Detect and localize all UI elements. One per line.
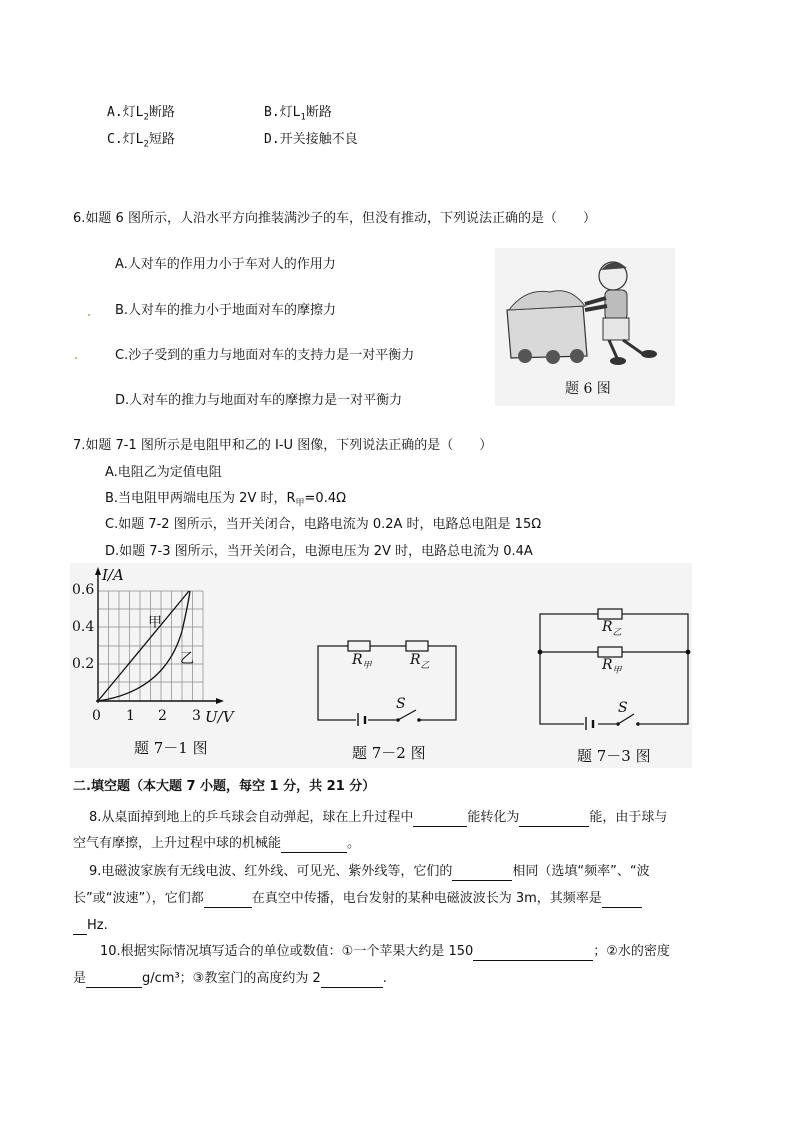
q7-option-b-sub: 甲 — [295, 498, 305, 509]
fig71-xtick-3: 3 — [192, 708, 201, 724]
fig71-ylabel: I/A — [102, 566, 124, 584]
q6-option-c: C.沙子受到的重力与地面对车的支持力是一对平衡力 — [115, 348, 415, 363]
q10-text-2: ；②水的密度 — [593, 944, 670, 959]
q10-blank-2 — [86, 973, 142, 988]
fig73-resistor-jia — [598, 647, 622, 657]
fig72-r1: R — [352, 652, 363, 668]
fig71-series-yi-label: 乙 — [180, 651, 194, 667]
fig71-ytick-06: 0.6 — [72, 582, 95, 598]
q7-option-b-pre: B.当电阻甲两端电压为 2V 时，R — [105, 491, 296, 506]
q7-option-b-post: =0.4Ω — [304, 491, 347, 506]
q9-line2 — [73, 890, 642, 908]
q9-line3 — [73, 917, 108, 935]
fig72-circuit — [312, 636, 462, 726]
q7-option-b — [105, 490, 346, 513]
q9-text-2: 相同（选填“频率”、“波 — [512, 864, 650, 879]
q10-blank-3 — [321, 973, 383, 988]
q8-blank-2 — [519, 812, 589, 827]
q7-option-c: C.如题 7-2 图所示，当开关闭合，电路电流为 0.2A 时，电路总电阻是 15Ω — [105, 517, 542, 532]
q9-blank-2 — [204, 893, 252, 908]
q9-blank-3 — [602, 893, 642, 908]
fig71-series-jia-label: 甲 — [148, 615, 162, 631]
fig71-xlabel: U/V — [205, 708, 234, 726]
fig72-r2-label — [410, 652, 430, 671]
q5-option-c — [107, 131, 175, 154]
q5-option-b — [264, 104, 332, 127]
fig73-resistor-yi — [598, 609, 622, 619]
q5-option-d-text: D.开关接触不良 — [264, 132, 358, 147]
q6-option-b: B.人对车的推力小于地面对车的摩擦力 — [115, 303, 337, 318]
q8-blank-3 — [281, 838, 347, 853]
q6-figure — [495, 248, 675, 406]
fig73-node-right — [686, 650, 691, 655]
q9-text-1: 9.电磁波家族有无线电波、红外线、可见光、紫外线等，它们的 — [89, 864, 453, 879]
q7-stem: 7.如题 7-1 图所示是电阻甲和乙的 I-U 图像，下列说法正确的是（ ） — [73, 438, 493, 453]
q9-line1 — [89, 863, 650, 881]
q5-option-d — [264, 131, 358, 149]
q5-option-b-suffix: 断路 — [305, 105, 332, 120]
q10-text-3: 是 — [73, 971, 87, 986]
q8-blank-1 — [413, 812, 467, 827]
q8-text-3: 能，由于球与 — [589, 810, 668, 825]
fig72-r1-label — [352, 652, 372, 671]
q9-blank-1 — [452, 866, 512, 881]
fig73-r1: R — [602, 619, 613, 635]
fig73-caption: 题 7－3 图 — [577, 747, 651, 765]
q5-option-a-suffix: 断路 — [148, 105, 175, 120]
fig72-resistor-yi — [406, 641, 428, 651]
q5-option-a-text: A.灯L — [107, 105, 144, 120]
fig73-r2-sub: 甲 — [612, 665, 622, 676]
q5-option-a — [107, 104, 175, 127]
q5-option-b-text: B.灯L — [264, 105, 301, 120]
fig73-switch-label: S — [618, 700, 628, 716]
q9-text-5: Hz. — [87, 918, 108, 933]
q10-text-5: . — [382, 971, 387, 986]
fig73-r2: R — [602, 657, 613, 673]
q10-blank-1 — [473, 946, 593, 961]
fig71-ytick-04: 0.4 — [72, 619, 95, 635]
q8-text-2: 能转化为 — [467, 810, 520, 825]
decorative-dot — [75, 357, 77, 359]
q6-option-a: A.人对车的作用力小于车对人的作用力 — [115, 257, 336, 272]
q7-option-a: A.电阻乙为定值电阻 — [105, 465, 222, 480]
q8-text-1: 8.从桌面掉到地上的乒乓球会自动弹起，球在上升过程中 — [89, 810, 414, 825]
fig73-r2-label — [602, 657, 622, 676]
q10-text-1: 10.根据实际情况填写适合的单位或数值：①一个苹果大约是 150 — [100, 944, 474, 959]
q5-option-c-suffix: 短路 — [148, 132, 175, 147]
q10-line2 — [73, 970, 387, 988]
fig71-xtick-0: 0 — [92, 708, 101, 724]
fig72-wire — [318, 646, 456, 720]
fig73-r1-sub: 乙 — [612, 627, 622, 638]
fig71-y-arrow-icon — [95, 567, 101, 575]
q9-text-4: 在真空中传播，电台发射的某种电磁波波长为 3m，其频率是 — [251, 891, 602, 906]
q8-text-4: 空气有摩擦，上升过程中球的机械能 — [73, 836, 282, 851]
q5-option-a-sub: 2 — [143, 112, 149, 123]
q7-option-d: D.如题 7-3 图所示，当开关闭合，电源电压为 2V 时，电路总电流为 0.4A — [105, 544, 533, 559]
fig72-r1-sub: 甲 — [362, 660, 372, 671]
q5-option-c-sub: 2 — [143, 139, 149, 150]
q8-text-5: 。 — [347, 836, 361, 851]
q8-line1 — [89, 809, 667, 827]
fig72-switch-label: S — [396, 696, 406, 712]
fig71-xtick-1: 1 — [126, 708, 135, 724]
q5-option-c-text: C.灯L — [107, 132, 144, 147]
q9-blank-3b — [73, 920, 87, 935]
fig71-x-arrow-icon — [216, 698, 224, 704]
fig73-node-left — [538, 650, 543, 655]
fig71-caption: 题 7－1 图 — [134, 739, 208, 757]
section2-title: 二.填空题（本大题 7 小题，每空 1 分，共 21 分） — [73, 779, 376, 794]
q6-stem: 6.如题 6 图所示，人沿水平方向推装满沙子的车，但没有推动，下列说法正确的是（ ） — [73, 211, 596, 226]
decorative-dot — [88, 314, 90, 316]
fig73-r1-label — [602, 619, 622, 638]
q5-option-b-sub: 1 — [300, 112, 306, 123]
fig71-ytick-02: 0.2 — [72, 656, 95, 672]
q8-line2 — [73, 835, 360, 853]
q6-figure-caption: 题 6 图 — [565, 381, 611, 397]
q6-option-d: D.人对车的推力与地面对车的摩擦力是一对平衡力 — [115, 393, 403, 408]
fig72-r2: R — [410, 652, 421, 668]
fig72-caption: 题 7－2 图 — [352, 744, 426, 762]
q10-line1 — [100, 943, 670, 961]
q9-text-3: 长”或“波速”），它们都 — [73, 891, 204, 906]
fig71-xtick-2: 2 — [158, 708, 167, 724]
fig72-r2-sub: 乙 — [420, 660, 430, 671]
fig72-resistor-jia — [348, 641, 370, 651]
q10-text-4: g/cm³；③教室门的高度约为 2 — [142, 971, 321, 986]
